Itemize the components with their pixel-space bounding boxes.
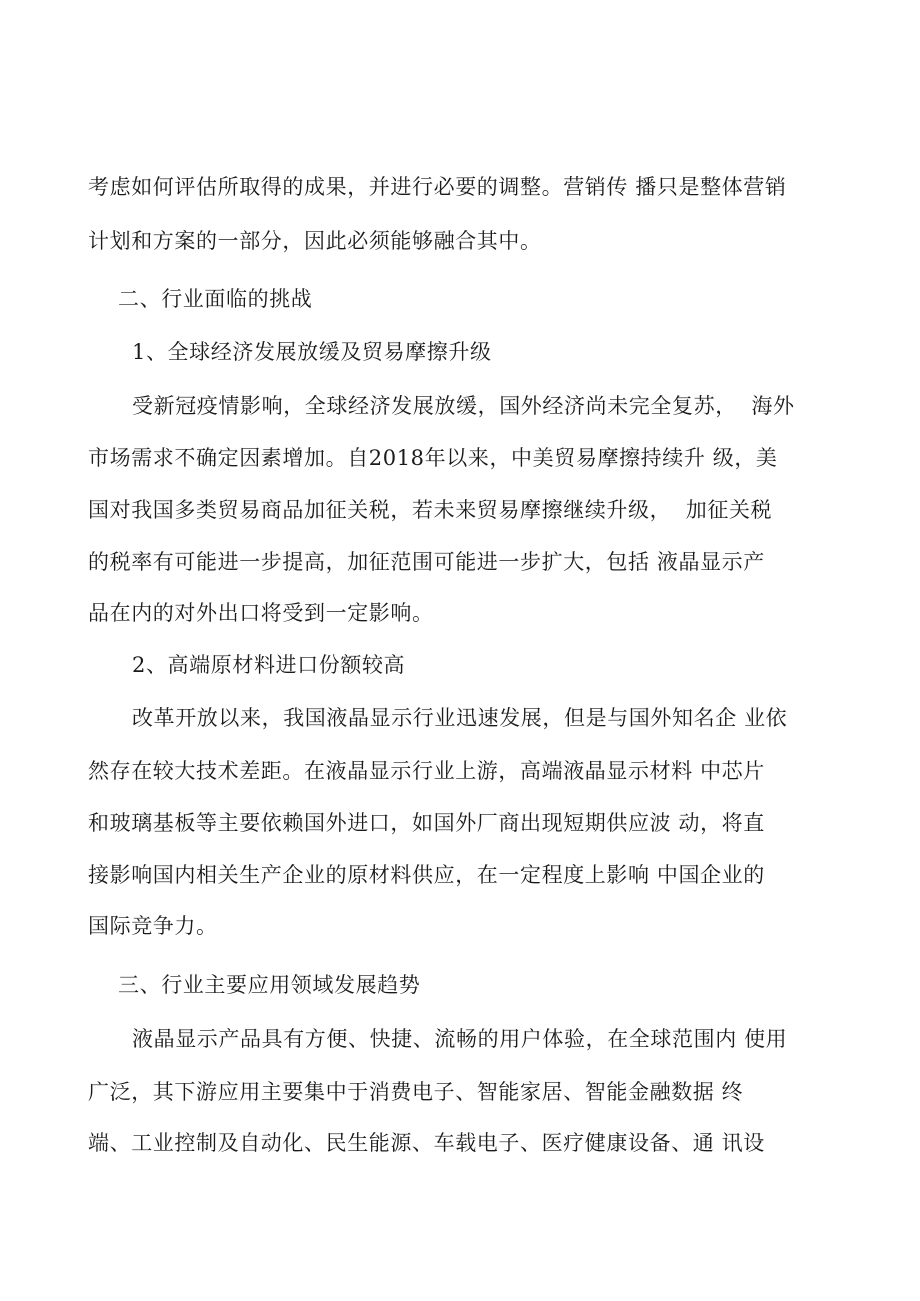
section-heading-challenges: 二、行业面临的挑战	[118, 287, 313, 311]
subsection-heading-economy: 1、全球经济发展放缓及贸易摩擦升级	[132, 340, 492, 364]
paragraph-line: 品在内的对外出口将受到一定影响。	[88, 601, 434, 625]
paragraph-line: 端、工业控制及自动化、民生能源、车载电子、医疗健康设备、通 讯设	[88, 1131, 765, 1155]
subsection-heading-materials: 2、高端原材料进口份额较高	[132, 653, 406, 677]
paragraph-line: 改革开放以来，我国液晶显示行业迅速发展，但是与国外知名企 业依	[132, 706, 788, 730]
paragraph-line: 和玻璃基板等主要依赖国外进口，如国外厂商出现短期供应波 动，将直	[88, 811, 765, 835]
paragraph-line: 国对我国多类贸易商品加征关税，若未来贸易摩擦继续升级， 加征关税	[88, 498, 773, 522]
paragraph-line: 受新冠疫情影响，全球经济发展放缓，国外经济尚未完全复苏， 海外	[132, 394, 795, 418]
paragraph-line: 广泛，其下游应用主要集中于消费电子、智能家居、智能金融数据 终	[88, 1080, 744, 1104]
paragraph-line: 国际竞争力。	[88, 914, 218, 938]
section-heading-trends: 三、行业主要应用领域发展趋势	[118, 973, 421, 997]
paragraph-line: 液晶显示产品具有方便、快捷、流畅的用户体验，在全球范围内 使用	[132, 1027, 788, 1051]
paragraph-line: 市场需求不确定因素增加。自2018年以来，中美贸易摩擦持续升 级，美	[88, 446, 778, 470]
paragraph-line: 然存在较大技术差距。在液晶显示行业上游，高端液晶显示材料 中芯片	[88, 759, 765, 783]
paragraph-line: 的税率有可能进一步提高，加征范围可能进一步扩大，包括 液晶显示产	[88, 550, 765, 574]
intro-line-2: 计划和方案的一部分，因此必须能够融合其中。	[88, 229, 542, 253]
intro-line-1: 考虑如何评估所取得的成果，并进行必要的调整。营销传 播只是整体营销	[88, 175, 787, 199]
paragraph-line: 接影响国内相关生产企业的原材料供应，在一定程度上影响 中国企业的	[88, 863, 765, 887]
